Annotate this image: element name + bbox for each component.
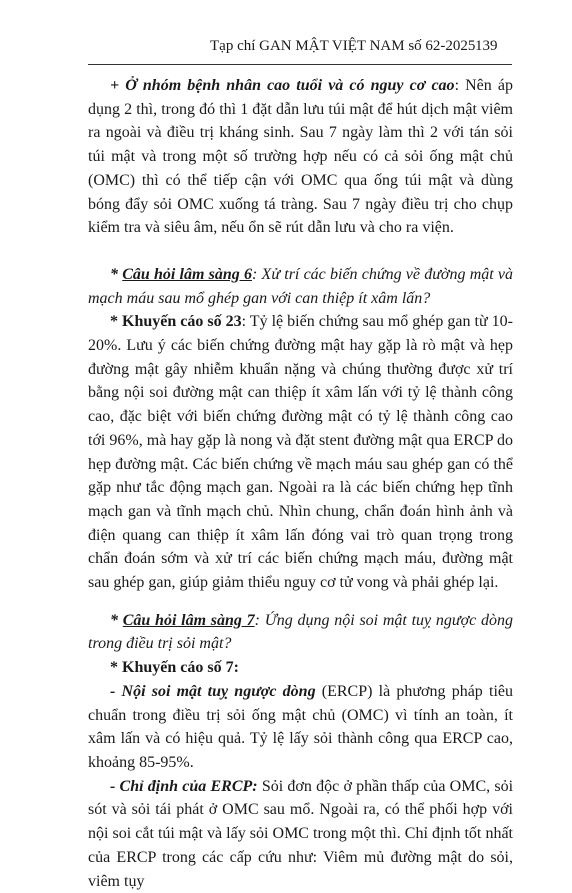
- recommendation-text: : Tỷ lệ biến chứng sau mổ ghép gan từ 10-20%. Lưu ý các biến chứng đường mật hay gặp là rò mật và hẹp đường mật gây nhiễm khuẩn nặng và chúng thường được xử trí bằng nội soi đường mật can thiệp ít xâm lấn với tỷ lệ thành công cao, đặc biệt với biến chứng đường mật có tỷ lệ thành công cao tới 96%, mà hay gặp là nong và đặt stent đường mật qua ERCP do hẹp đường mật. Các biến chứng về mạch máu sau ghép gan có thể gặp như tắc động mạch gan. Ngoài ra là các biến chứng hẹp tĩnh mạch gan và tĩnh mạch chủ. Nhìn chung, chẩn đoán hình ảnh và điện quang can thiệp ít xâm lấn đóng vai trò quan trọng trong chẩn đoán sớm và xử trí các biến chứng mạch máu, đường mật sau ghép gan, giúp giảm thiểu nguy cơ tử vong và phải ghép lại.: [88, 313, 514, 592]
- recommendation-23: [88, 310, 513, 594]
- body-text: [88, 74, 513, 893]
- paragraph-lead: + Ở nhóm bệnh nhân cao tuổi và có nguy cơ cao: [110, 77, 455, 94]
- page-number: 139: [475, 38, 498, 54]
- recommendation-7-heading: [88, 656, 513, 680]
- paragraph-lead: - Nội soi mật tuỵ ngược dòng: [110, 682, 316, 700]
- spacer: [88, 240, 513, 263]
- running-header: [0, 38, 572, 60]
- paragraph-text: Sỏi đơn độc ở phần thấp của OMC, sỏi sót và sỏi tái phát ở OMC sau mổ. Ngoài ra, có thể phối hợp với nội soi cắt túi mật và lấy sỏi OMC trong một thì. Chỉ định tốt nhất của ERCP trong các cấp cứu như: Viêm mủ đường mật do sỏi, viêm tụy: [88, 777, 514, 890]
- spacer: [88, 595, 513, 609]
- paragraph-elderly-patients: [88, 74, 513, 240]
- header-rule: [88, 64, 512, 65]
- question-text: : Xử trí các biến chứng về đường mật và mạch máu sau mổ ghép gan với can thiệp ít xâm lấn?: [88, 265, 514, 307]
- paragraph-lead: - Chỉ định của ERCP:: [110, 777, 258, 795]
- journal-title: Tạp chí GAN MẬT VIỆT NAM số 62-2025: [210, 38, 476, 54]
- question-star: *: [110, 611, 123, 629]
- question-star: *: [110, 265, 123, 283]
- paragraph-text: (ERCP) là phương pháp tiêu chuẩn trong điều trị sỏi ống mật chủ (OMC) vì tính an toàn, ít xâm lấn và có hiệu quả. Tỷ lệ lấy sỏi thành công qua ERCP cao, khoảng 85-95%.: [88, 682, 513, 771]
- clinical-question-7: [88, 609, 513, 656]
- recommendation-label: * Khuyến cáo số 23: [110, 313, 242, 331]
- paragraph-ercp: [88, 680, 513, 775]
- question-label: Câu hỏi lâm sàng 7: [122, 611, 255, 629]
- clinical-question-6: [88, 263, 513, 310]
- paragraph-ercp-indication: [88, 775, 513, 893]
- question-text: : Ứng dụng nội soi mật tuỵ ngược dòng trong điều trị sỏi mật?: [88, 611, 514, 653]
- paragraph-text: : Nên áp dụng 2 thì, trong đó thì 1 đặt dẫn lưu túi mật để hút dịch mật viêm ra ngoài và điều trị kháng sinh. Sau 7 ngày làm thì 2 với tán sỏi túi mật và trong một số trường hợp nếu có cả sỏi ống mật chủ (OMC) thì có thể tiếp cận với OMC qua ống túi mật và dùng bóng đẩy sỏi OMC xuống tá tràng. Sau 7 ngày điều trị cho chụp kiểm tra và siêu âm, nếu ổn sẽ rút dẫn lưu và cho ra viện.: [88, 77, 513, 237]
- question-label: Câu hỏi lâm sàng 6: [122, 265, 252, 283]
- recommendation-label: * Khuyến cáo số 7:: [110, 659, 239, 677]
